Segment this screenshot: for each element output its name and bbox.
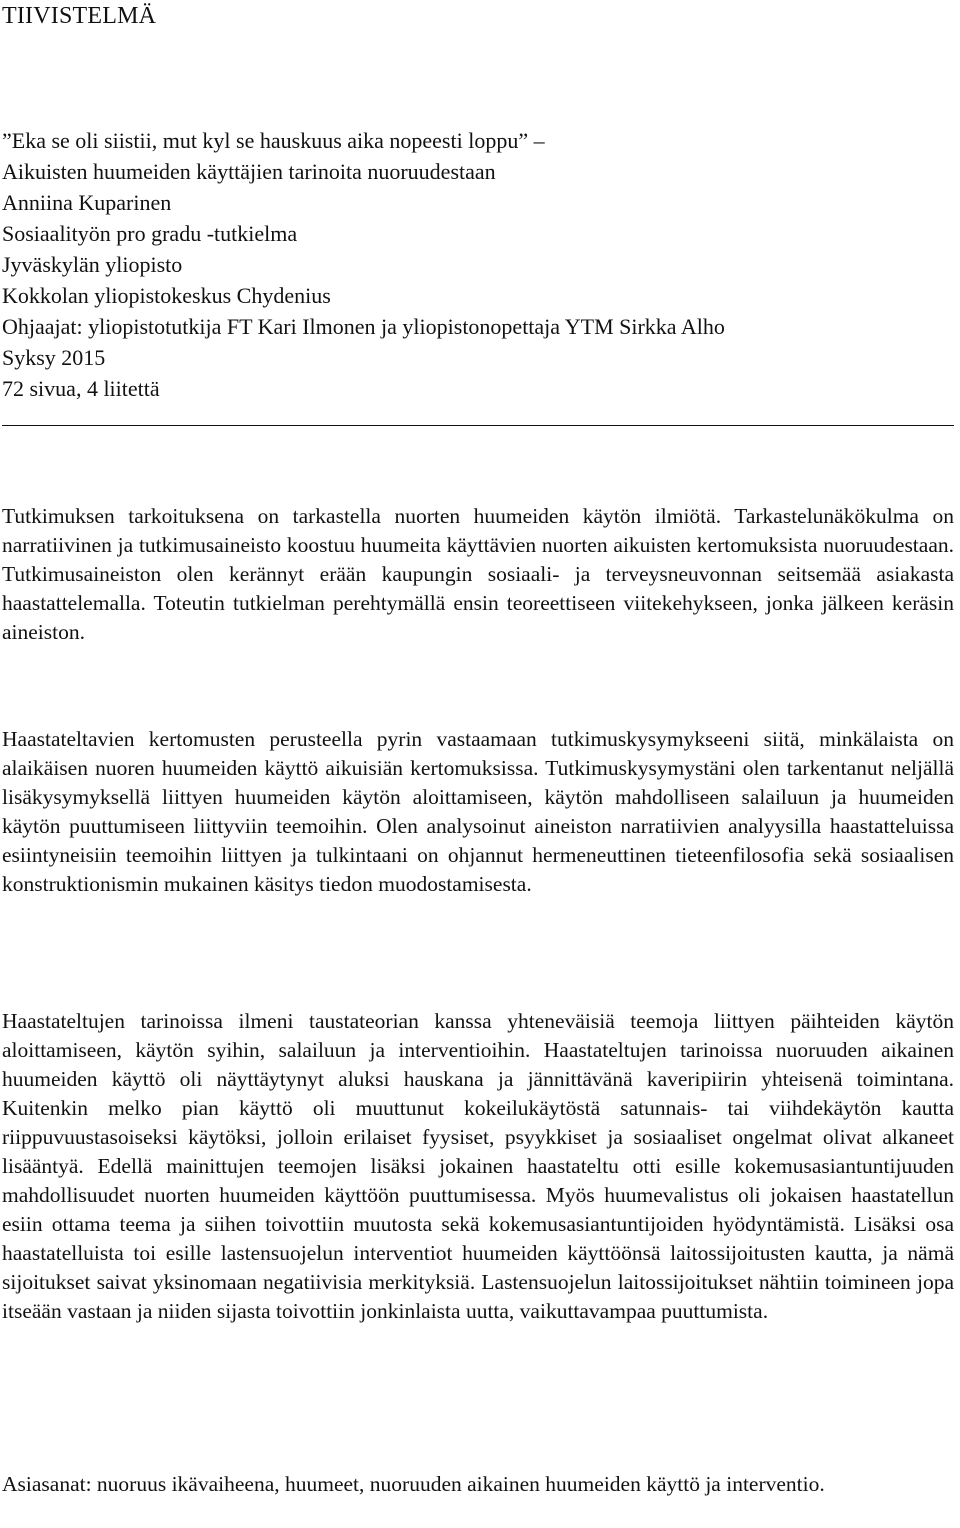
- thesis-metadata: [2, 125, 952, 404]
- page-count: 72 sivua, 4 liitettä: [2, 376, 160, 401]
- abstract-paragraph-3: Haastateltujen tarinoissa ilmeni taustateorian kanssa yhteneväisiä teemoja liittyen päihteiden käytön aloittamiseen, käytön syihin, salailuun ja interventioihin. Haastateltujen tarinoissa nuoruuden aikainen huumeiden käyttö oli näyttäytynyt aluksi hauskana ja jännittävänä kaveripiirin yhteisenä toimintana. Kuitenkin melko pian käyttö oli muuttunut kokeilukäytöstä satunnais- tai viihdekäytön kautta riippuvuustasoiseksi käytöksi, jolloin erilaiset fyysiset, psyykkiset ja sosiaaliset ongelmat olivat alkaneet lisääntyä. Edellä mainittujen teemojen lisäksi jokainen haastateltu otti esille kokemusasiantuntijuuden mahdollisuudet nuorten huumeiden käyttöön puuttumisessa. Myös huumevalistus oli jokaisen haastatellun esiin ottama teema ja siihen toivottiin muutosta sekä kokemusasiantuntijoiden hyödyntämistä. Lisäksi osa haastatelluista toi esille lastensuojelun interventiot huumeiden käyttöönsä laitossijoitusten kautta, ja nämä sijoitukset saivat yksinomaan negatiivisia merkityksiä. Lastensuojelun laitossijoitukset nähtiin toimineen jopa itseään vastaan ja niiden sijasta toivottiin jonkinlaista uutta, vaikuttavampaa puuttumista.: [2, 1009, 954, 1323]
- university-centre: Kokkolan yliopistokeskus Chydenius: [2, 283, 331, 308]
- university: Jyväskylän yliopisto: [2, 252, 183, 277]
- thesis-type: Sosiaalityön pro gradu -tutkielma: [2, 221, 298, 246]
- semester: Syksy 2015: [2, 345, 106, 370]
- abstract-paragraph-1: Tutkimuksen tarkoituksena on tarkastella nuorten huumeiden käytön ilmiötä. Tarkastelunäkökulma on narratiivinen ja tutkimusaineisto koostuu huumeita käyttävien nuorten aikuisten kertomuksista nuoruudestaan. Tutkimusaineiston olen kerännyt erään kaupungin sosiaali- ja terveysneuvonnan seitsemää asiakasta haastattelemalla. Toteutin tutkielman perehtymällä ensin teoreettiseen viitekehykseen, jonka jälkeen keräsin aineiston.: [2, 504, 954, 644]
- separator-line: [2, 425, 954, 426]
- keywords: Asiasanat: nuoruus ikävaiheena, huumeet, nuoruuden aikainen huumeiden käyttö ja interventio.: [2, 1472, 825, 1496]
- thesis-subtitle: Aikuisten huumeiden käyttäjien tarinoita nuoruudestaan: [2, 159, 496, 184]
- abstract-paragraph-2: Haastateltavien kertomusten perusteella pyrin vastaamaan tutkimuskysymykseeni siitä, minkälaista on alaikäisen nuoren huumeiden käyttö aikuisiän kertomuksissa. Tutkimuskysymystäni olen tarkentanut neljällä lisäkysymyksellä liittyen huumeiden käytön aloittamiseen, käytön mahdolliseen salailuun ja huumeiden käytön puuttumiseen liittyviin teemoihin. Olen analysoinut aineiston narratiivien analyysilla haastatteluissa esiintyneisiin teemoihin liittyen ja tulkintaani on ohjannut hermeneuttinen tieteenfilosofia sekä sosiaalisen konstruktionismin mukainen käsitys tiedon muodostamisesta.: [2, 727, 954, 896]
- author-name: Anniina Kuparinen: [2, 190, 172, 215]
- supervisors: Ohjaajat: yliopistotutkija FT Kari Ilmonen ja yliopistonopettaja YTM Sirkka Alho: [2, 314, 725, 339]
- thesis-title: ”Eka se oli siistii, mut kyl se hauskuus aika nopeesti loppu” –: [2, 128, 545, 153]
- page-heading: TIIVISTELMÄ: [2, 3, 157, 29]
